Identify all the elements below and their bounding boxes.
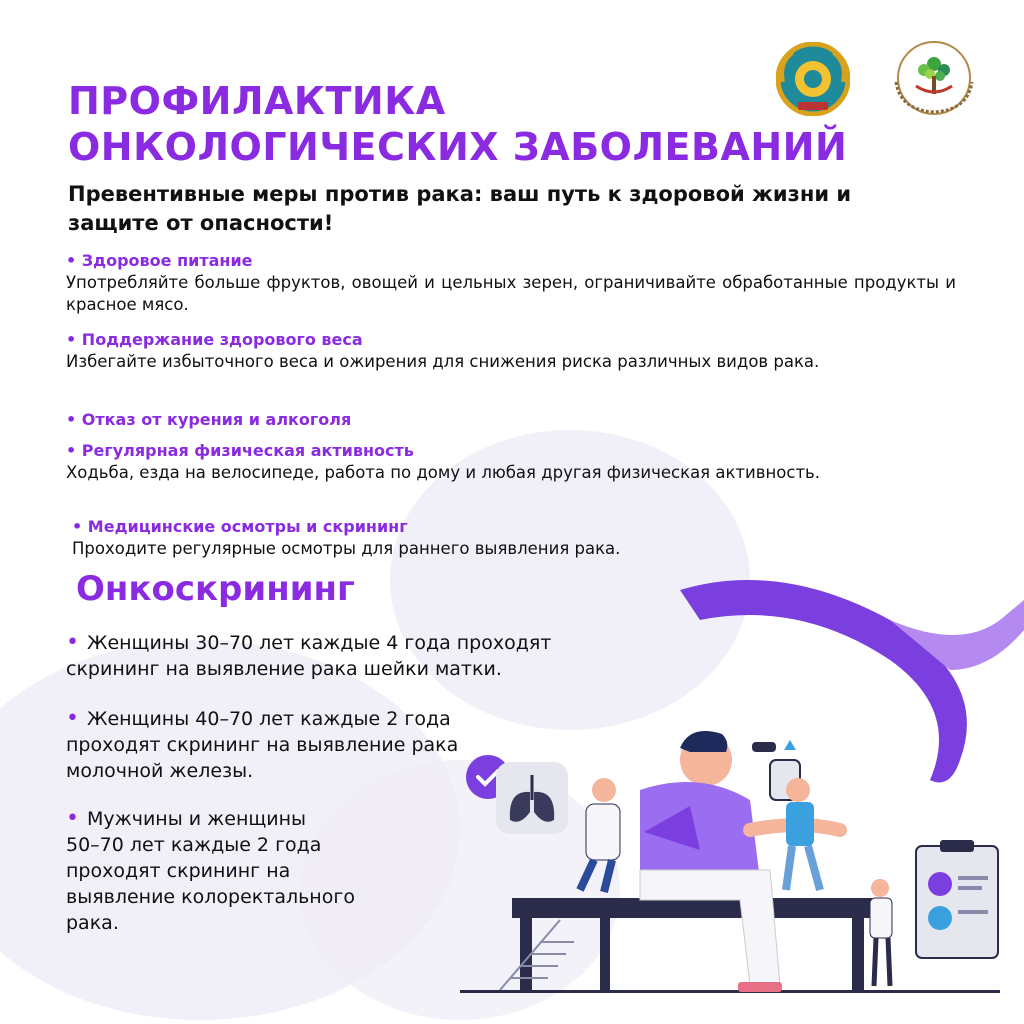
screening-line: проходят скрининг на выявление рака (66, 734, 459, 756)
screening-item (66, 806, 355, 936)
medical-checkup-illustration (440, 560, 1024, 1024)
measure-heading: • Регулярная физическая активность (66, 441, 414, 460)
measure-text: Ходьба, езда на велосипеде, работа по дому и любая другая физическая активность. (66, 463, 821, 482)
measure-text: Проходите регулярные осмотры для раннего выявления рака. (72, 539, 621, 558)
bullet: • (66, 706, 79, 731)
screening-line: выявление колоректального (66, 886, 355, 908)
screening-line: молочной железы. (66, 760, 254, 782)
measure-healthy-weight (66, 329, 956, 373)
measure-healthy-eating (66, 250, 956, 316)
measure-text: Употребляйте больше фруктов, овощей и цельных зерен, ограничивайте обработанные продукты и красное мясо. (66, 273, 956, 314)
measure-checkups-screening (72, 516, 872, 560)
measure-heading: • Здоровое питание (66, 251, 253, 270)
nurse-figure (786, 778, 820, 890)
doctor-figure (580, 778, 620, 892)
page-title (68, 78, 847, 170)
title-line-2: ОНКОЛОГИЧЕСКИХ ЗАБОЛЕВАНИЙ (68, 125, 848, 169)
screening-line: Мужчины и женщины (86, 808, 307, 830)
measure-text: Избегайте избыточного веса и ожирения для снижения риска различных видов рака. (66, 352, 820, 371)
measure-physical-activity (66, 440, 946, 484)
screening-line: рака. (66, 912, 119, 934)
small-doctor-figure (870, 879, 892, 986)
screening-title: Онкоскрининг (76, 569, 355, 609)
subtitle: Превентивные меры против рака: ваш путь к здоровой жизни и защите от опасности! (68, 182, 852, 235)
title-line-1: ПРОФИЛАКТИКА (68, 79, 446, 123)
screening-line: 50–70 лет каждые 2 года (66, 834, 322, 856)
bullet: • (66, 630, 79, 655)
measure-heading: • Медицинские осмотры и скрининг (72, 517, 408, 536)
screening-item (66, 706, 458, 784)
organization-tree-logo-icon (886, 40, 982, 116)
screening-line: Женщины 30–70 лет каждые 4 года проходят (86, 632, 552, 654)
lungs-icon (496, 762, 568, 834)
screening-line: скрининг на выявление рака шейки матки. (66, 658, 502, 680)
bullet: • (66, 806, 79, 831)
screening-line: Женщины 40–70 лет каждые 2 года (86, 708, 451, 730)
screening-line: проходят скрининг на (66, 860, 291, 882)
clipboard-icon (916, 840, 998, 958)
measure-heading: • Поддержание здорового веса (66, 330, 363, 349)
measure-no-smoking-alcohol (66, 409, 956, 431)
measure-heading: • Отказ от курения и алкоголя (66, 410, 352, 429)
